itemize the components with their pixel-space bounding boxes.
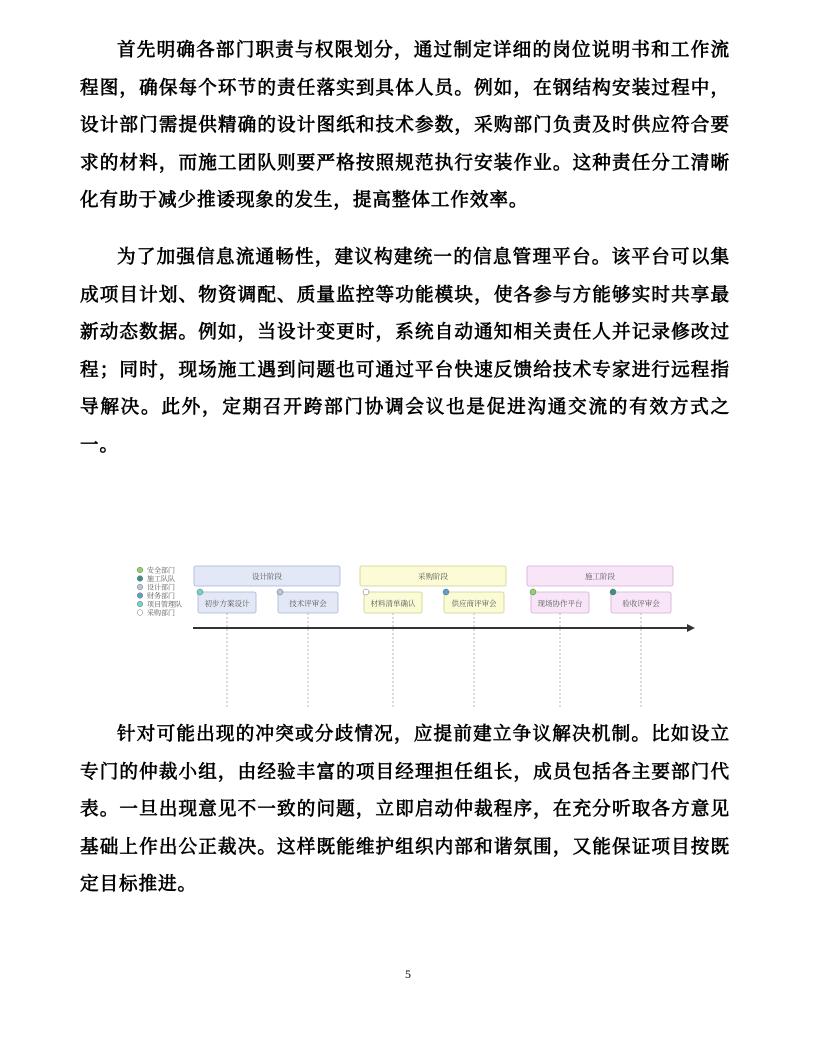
legend-marker-1 bbox=[137, 576, 143, 582]
legend-marker-0 bbox=[137, 567, 143, 573]
legend-label-1: 施工队队 bbox=[147, 575, 175, 583]
task-label-1-1: 供应商评审会 bbox=[451, 599, 497, 608]
task-marker-1-1 bbox=[443, 589, 449, 595]
paragraph-2: 为了加强信息流通畅性，建议构建统一的信息管理平台。该平台可以集成项目计划、物资调配、质量监控等功能模块，使各参与方能够实时共享最新动态数据。例如，当设计变更时，系统自动通知相关责任人并记录修改过程；同时，现场施工遇到问题也可通过平台快速反馈给技术专家进行远程指导解决。此外，定期召开跨部门协调会议也是促进沟通交流的有效方式之一。 bbox=[80, 247, 730, 456]
task-label-1-0: 材料清单确认 bbox=[370, 599, 416, 608]
phase-title-1: 采购阶段 bbox=[418, 572, 448, 581]
legend-marker-4 bbox=[137, 601, 143, 607]
legend bbox=[137, 566, 182, 618]
task-marker-2-1 bbox=[610, 589, 616, 595]
task-marker-0-0 bbox=[197, 589, 203, 595]
legend-marker-5 bbox=[137, 610, 143, 616]
task-marker-2-0 bbox=[530, 589, 536, 595]
phase-2 bbox=[527, 566, 673, 708]
paragraph-3: 针对可能出现的冲突或分歧情况，应提前建立争议解决机制。比如设立专门的仲裁小组，由经验丰富的项目经理担任组长，成员包括各主要部门代表。一旦出现意见不一致的问题，立即启动仲裁程序，在充分听取各方意见基础上作出公正裁决。这样既能维护组织内部和谐氛围，又能保证项目按既定目标推进。 bbox=[80, 724, 730, 895]
task-label-2-0: 现场协作平台 bbox=[537, 599, 583, 608]
legend-label-5: 采购部门 bbox=[147, 609, 175, 617]
legend-marker-2 bbox=[137, 584, 143, 590]
task-label-0-0: 初步方案设计 bbox=[204, 599, 250, 608]
phases bbox=[194, 566, 673, 708]
legend-label-4: 项目管理队 bbox=[147, 600, 182, 609]
task-marker-1-0 bbox=[363, 589, 369, 595]
timeline-arrowhead bbox=[687, 624, 695, 632]
phase-0 bbox=[194, 566, 340, 708]
timeline-diagram bbox=[130, 562, 700, 712]
legend-label-0: 安全部门 bbox=[147, 566, 175, 575]
task-label-2-1: 验收评审会 bbox=[622, 599, 660, 608]
phase-1 bbox=[360, 566, 506, 708]
legend-label-3: 财务部门 bbox=[147, 592, 175, 600]
legend-marker-3 bbox=[137, 593, 143, 599]
phase-title-2: 施工阶段 bbox=[585, 572, 615, 581]
task-label-0-1: 技术评审会 bbox=[289, 599, 327, 608]
task-marker-0-1 bbox=[277, 589, 283, 595]
legend-label-2: 设计部门 bbox=[147, 583, 175, 592]
page-number: 5 bbox=[405, 967, 411, 981]
paragraph-1: 首先明确各部门职责与权限划分，通过制定详细的岗位说明书和工作流程图，确保每个环节的责任落实到具体人员。例如，在钢结构安装过程中，设计部门需提供精确的设计图纸和技术参数，采购部门负责及时供应符合要求的材料，而施工团队则要严格按照规范执行安装作业。这种责任分工清晰化有助于减少推诿现象的发生，提高整体工作效率。 bbox=[80, 40, 730, 211]
phase-title-0: 设计阶段 bbox=[252, 572, 282, 581]
